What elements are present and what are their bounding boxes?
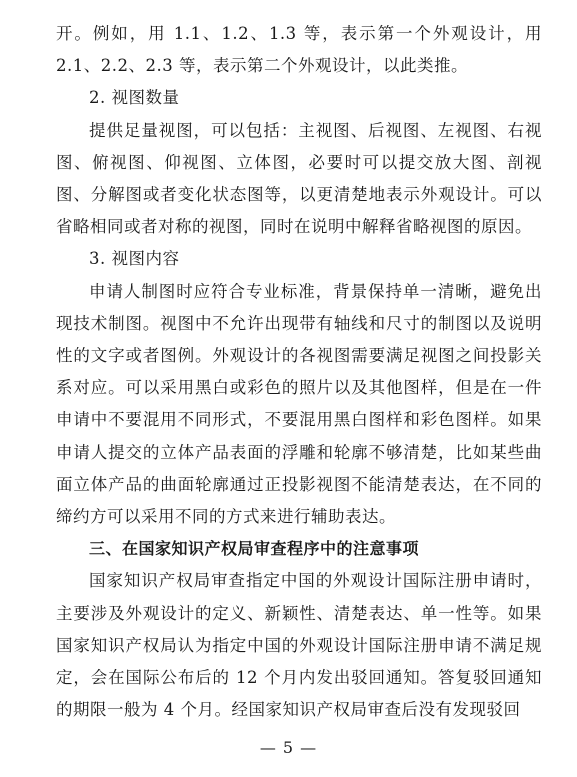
- paragraph-examination: 国家知识产权局审查指定中国的外观设计国际注册申请时，主要涉及外观设计的定义、新颖性、清楚表达、单一性等。如果国家知识产权局认为指定中国的外观设计国际注册申请不满足规定，会在国际公布后的 12 个月内发出驳回通知。答复驳回通知的期限一般为 4 个月。经国家知识产权局审查后没有发现驳回: [56, 571, 542, 720]
- page-number: — 5 —: [259, 738, 318, 757]
- section-heading: 三、在国家知识产权局审查程序中的注意事项: [89, 539, 420, 559]
- subheading-view-count: 2. 视图数量: [89, 88, 180, 108]
- paragraph-view-count: 提供足量视图，可以包括：主视图、后视图、左视图、右视图、俯视图、仰视图、立体图，必要时可以提交放大图、剖视图、分解图或者变化状态图等，以更清楚地表示外观设计。可以省略相同或者对称的视图，同时在说明中解释省略视图的原因。: [56, 120, 542, 237]
- paragraph-continuation: 开。例如，用 1.1、1.2、1.3 等，表示第一个外观设计，用 2.1、2.2、2.3 等，表示第二个外观设计，以此类推。: [56, 24, 542, 76]
- subheading-view-content: 3. 视图内容: [89, 249, 180, 269]
- paragraph-view-content: 申请人制图时应符合专业标准，背景保持单一清晰，避免出现技术制图。视图中不允许出现带有轴线和尺寸的制图以及说明性的文字或者图例。外观设计的各视图需要满足视图之间投影关系对应。可以采用黑白或彩色的照片以及其他图样，但是在一件申请中不要混用不同形式，不要混用黑白图样和彩色图样。如果申请人提交的立体产品表面的浮雕和轮廓不够清楚，比如某些曲面立体产品的曲面轮廓通过正投影视图不能清楚表达，在不同的缔约方可以采用不同的方式来进行辅助表达。: [56, 281, 542, 527]
- document-body: [56, 18, 542, 726]
